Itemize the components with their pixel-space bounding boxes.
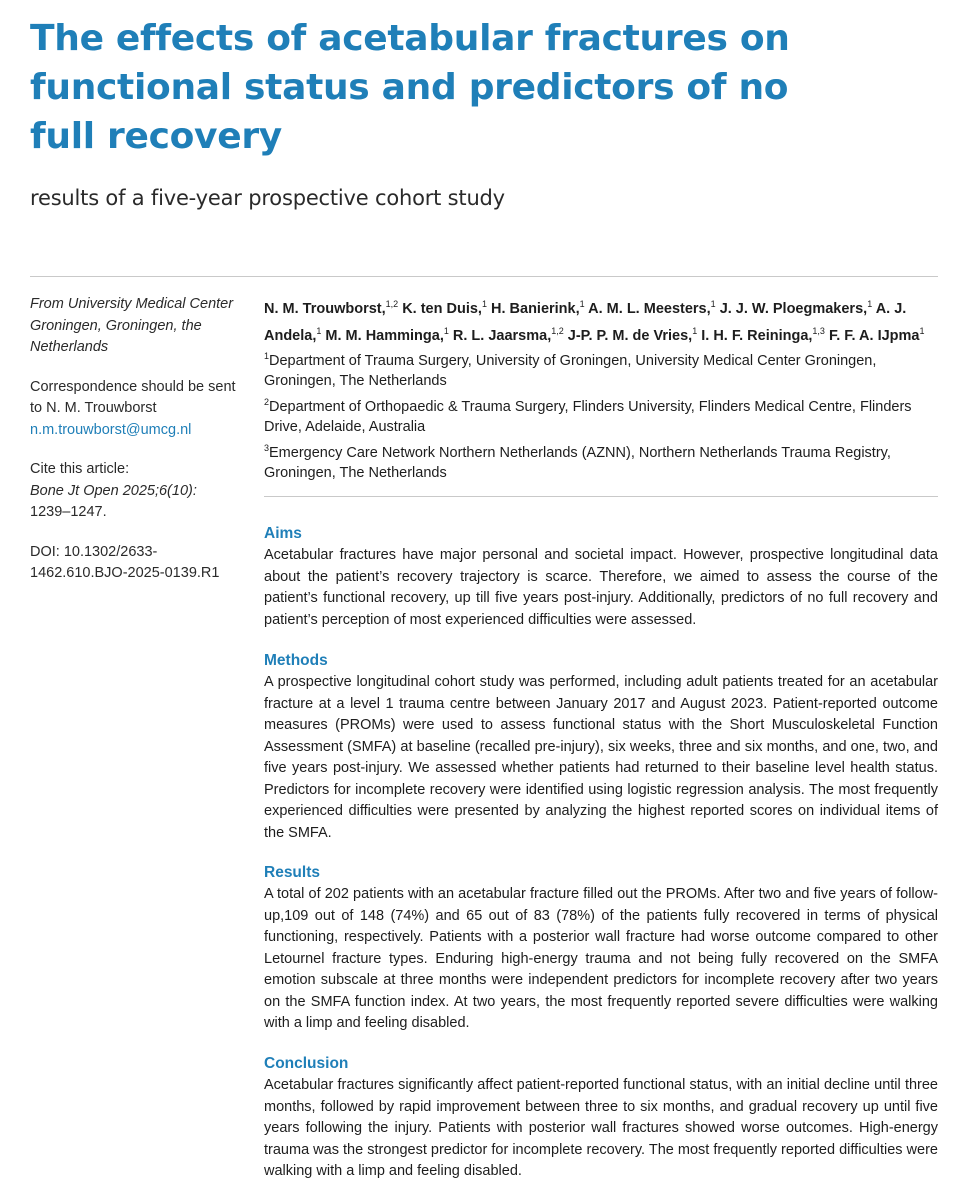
correspondence-email-link[interactable]: n.m.trouwborst@umcg.nl (30, 421, 192, 438)
article-title: The effects of acetabular fractures on functional status and predictors of no full recovery (30, 18, 790, 157)
author-affiliation-marker: 1 (919, 325, 925, 336)
author-name (828, 325, 925, 344)
aims-text: Acetabular fractures have major personal and societal impact. However, prospective longitudinal data about the patient’s recovery trajectory is scarce. Therefore, we aimed to assess the course of the patient’s functional recovery, up till five years post-injury. Additionally, predictors of no full recovery and patient’s perception of most experienced difficulties were assessed. (264, 547, 938, 628)
author-name-text: H. Banierink, (491, 300, 580, 317)
author-name-text: M. M. Hamminga, (325, 327, 444, 344)
author-list (264, 293, 944, 347)
doi[interactable]: DOI: 10.1302/2633-1462.610.BJO-2025-0139.R1 (30, 543, 220, 581)
affiliation-text: Emergency Care Network Northern Netherlands (AZNN), Northern Netherlands Trauma Registry, Groningen, The Netherlands (264, 444, 891, 482)
author-affiliation-marker: 1 (579, 299, 585, 309)
affiliation-text: Department of Trauma Surgery, University of Groningen, University Medical Center Groningen, Groningen, The Netherlands (264, 352, 877, 390)
author-name-text: J-P. P. M. de Vries, (567, 327, 693, 344)
author-affiliation-marker: 1 (692, 325, 698, 336)
conclusion-text: Acetabular fractures significantly affect patient-reported functional status, with an initial decline until three months, followed by rapid improvement between three to six months, and gradual recovery up until five years following the injury. Patients with posterior wall fractures showed worse outcomes. High-energy trauma was the strongest predictor for incomplete recovery. The most frequently reported difficulties were walking with a limp and feeling disabled. (264, 1077, 938, 1179)
results-section (264, 862, 938, 1035)
author-affiliation-marker: 1 (316, 325, 322, 336)
author-name-text: F. F. A. IJpma (828, 327, 920, 344)
author-name (701, 325, 825, 344)
abstract-divider (264, 496, 938, 497)
author-affiliation-marker: 1 (710, 299, 716, 309)
author-affiliation-marker: 1,2 (551, 325, 564, 336)
methods-heading: Methods (264, 652, 328, 669)
affiliation-item (264, 346, 944, 392)
aims-section (264, 523, 938, 631)
affiliation-list (264, 346, 944, 484)
author-affiliation-marker: 1 (443, 325, 449, 336)
affiliation-item (264, 438, 944, 484)
aims-heading: Aims (264, 525, 302, 542)
results-text: A total of 202 patients with an acetabular fracture filled out the PROMs. After two and five years of follow-up,109 out of 148 (74%) and 65 out of 83 (78%) of the patients fully recovered in terms of physical functioning, respectively. Patients with a posterior wall fracture had worse outcome compared to other Letournel fracture types. Enduring high-energy trauma and not being fully recovered on the SMFA emotion subscale at three months were independent predictors for incomplete recovery after two years on the SMFA function index. At two years, the most frequently reported severe difficulties were walking with a limp and feeling disabled. (264, 886, 938, 1031)
top-divider (30, 276, 938, 277)
author-name (264, 301, 398, 317)
affiliation-text: Department of Orthopaedic & Trauma Surgery, Flinders University, Flinders Medical Centre, Flinders Drive, Adelaide, Australia (264, 398, 912, 436)
author-name (452, 325, 564, 344)
author-name (325, 325, 449, 344)
article-sidebar (30, 294, 245, 603)
author-name-text: A. J. Andela, (264, 300, 907, 344)
cite-journal: Bone Jt Open 2025;6(10): (30, 482, 197, 499)
author-affiliation-marker: 1 (867, 299, 873, 309)
cite-pages: 1239–1247. (30, 504, 107, 520)
institution-note: From University Medical Center Groningen, Groningen, the Netherlands (30, 296, 234, 355)
author-name-text: A. M. L. Meesters, (588, 300, 711, 317)
article-subtitle: results of a five-year prospective cohort study (30, 186, 505, 210)
affiliation-number: 2 (264, 397, 270, 408)
correspondence-text: Correspondence should be sent to N. M. Trouwborst (30, 378, 236, 416)
author-name-text: R. L. Jaarsma, (452, 327, 552, 344)
author-name (491, 301, 585, 317)
author-affiliation-marker: 1,2 (385, 299, 399, 309)
conclusion-section (264, 1053, 938, 1183)
affiliation-item (264, 392, 944, 438)
affiliation-number: 3 (264, 443, 270, 454)
author-name-text: I. H. F. Reininga, (701, 327, 813, 344)
author-name (402, 301, 487, 317)
results-heading: Results (264, 864, 320, 881)
affiliation-number: 1 (264, 351, 270, 361)
author-name (567, 325, 698, 344)
author-name-text: N. M. Trouwborst, (264, 300, 386, 317)
author-name (588, 301, 716, 317)
cite-label: Cite this article: (30, 461, 130, 477)
author-name (720, 301, 873, 317)
correspondence-note (30, 377, 245, 442)
conclusion-heading: Conclusion (264, 1055, 349, 1072)
citation-block (30, 459, 245, 524)
author-name-text: K. ten Duis, (402, 300, 482, 317)
methods-section (264, 650, 938, 844)
author-affiliation-marker: 1,3 (812, 325, 825, 336)
author-affiliation-marker: 1 (481, 299, 487, 309)
methods-text: A prospective longitudinal cohort study was performed, including adult patients treated for an acetabular fracture at a level 1 trauma centre between January 2017 and August 2023. Patient-reported outcome measures (PROMs) were used to assess functional status with the Short Musculoskeletal Function Assessment (SMFA) at baseline (recalled pre-injury), six weeks, three and six months, and one, two, and five years post-injury. We assessed whether patients had returned to their baseline level health status. Predictors for incomplete recovery were identified using logistic regression analysis. The most frequently experienced difficulties were presented by analyzing the highest reported scores on individual items of the SMFA. (264, 674, 938, 841)
author-name-text: J. J. W. Ploegmakers, (719, 300, 868, 317)
